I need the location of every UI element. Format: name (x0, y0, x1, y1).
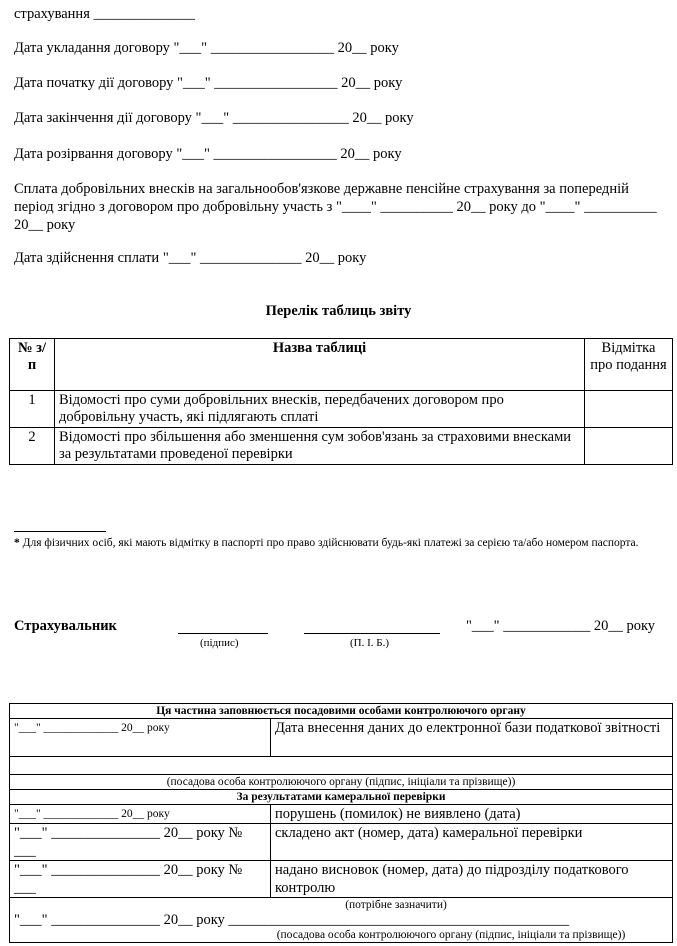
table-header-row (10, 339, 673, 391)
footnote (14, 535, 670, 552)
audit-row (10, 805, 673, 824)
row-mark[interactable] (585, 428, 673, 465)
audit-result: складено акт (номер, дата) камеральної перевірки (271, 824, 673, 861)
table-row (10, 391, 673, 428)
row-number: 1 (10, 391, 55, 428)
payment-date: Дата здійснення сплати "___" ______________ 20__ року (14, 250, 367, 266)
control-organ-table (9, 703, 673, 943)
audit-row (10, 861, 673, 898)
official-caption: (посадова особа контролюючого органу (підпис, ініціали та прізвище)) (10, 775, 673, 790)
audit-date[interactable]: "___" _______________ 20__ року № ___ (10, 861, 271, 898)
required-note: (потрібне зазначити) (345, 899, 447, 911)
control-header: Ця частина заповнюється посадовими особами контролюючого органу (10, 704, 673, 719)
col-number-header: № з/п (10, 339, 55, 391)
contract-end-date: Дата закінчення дії договору "___" ________________ 20__ року (14, 110, 414, 126)
contract-termination-date: Дата розірвання договору "___" _________________ 20__ року (14, 146, 402, 162)
footnote-marker: * (14, 537, 20, 549)
contract-conclusion-date: Дата укладання договору "___" _________________ 20__ року (14, 40, 399, 56)
insurance-line: страхування ______________ (14, 6, 195, 22)
final-signature-block (10, 898, 673, 943)
report-tables-list (9, 338, 673, 465)
name-caption: (П. І. Б.) (350, 637, 389, 649)
footnote-text: Для фізичних осіб, які мають відмітку в паспорті про право здійснювати будь-які платежі за серією та/або номером паспорта. (22, 537, 639, 549)
payment-paragraph: Сплата добровільних внесків на загальнообов'язкове державне пенсійне страхування за попередній період згідно з договором про добровільну участь з "____" __________ 20__ року до "____" __________ 20__ року (14, 181, 657, 233)
signature-field[interactable] (178, 633, 268, 634)
report-tables-title: Перелік таблиць звіту (265, 303, 412, 319)
audit-date[interactable]: "___" _______________ 20__ року № ___ (10, 824, 271, 861)
entry-date[interactable]: "___" _____________ 20__ року (10, 719, 271, 757)
name-field[interactable] (304, 633, 440, 634)
row-name: Відомості про збільшення або зменшення сум зобов'язань за страховими внесками за результатами проведеної перевірки (55, 428, 585, 465)
signature-date: "___" ____________ 20__ року (466, 618, 656, 634)
row-name: Відомості про суми добровільних внесків, передбачених договором про добровільну участь, які підлягають сплаті (55, 391, 585, 428)
contract-start-date: Дата початку дії договору "___" _________________ 20__ року (14, 75, 403, 91)
audit-row (10, 824, 673, 861)
desk-audit-header: За результатами камеральної перевірки (10, 790, 673, 805)
col-mark-header: Відмітка про подання (585, 339, 673, 391)
official-signature-field[interactable] (10, 757, 673, 775)
insurer-label: Страхувальник (14, 618, 117, 634)
footnote-rule (14, 531, 106, 532)
signature-caption: (підпис) (200, 637, 239, 649)
final-caption: (посадова особа контролюючого органу (підпис, ініціали та прізвище)) (276, 929, 626, 941)
final-date[interactable]: "___" _______________ 20__ року _______________________________________________ (14, 912, 570, 928)
audit-result: надано висновок (номер, дата) до підрозділу податкового контролю (271, 861, 673, 898)
audit-result: порушень (помилок) не виявлено (дата) (271, 805, 673, 824)
col-name-header: Назва таблиці (55, 339, 585, 391)
entry-label: Дата внесення даних до електронної бази податкової звітності (271, 719, 673, 757)
row-mark[interactable] (585, 391, 673, 428)
audit-date[interactable]: "___" _____________ 20__ року (10, 805, 271, 824)
row-number: 2 (10, 428, 55, 465)
table-row (10, 428, 673, 465)
